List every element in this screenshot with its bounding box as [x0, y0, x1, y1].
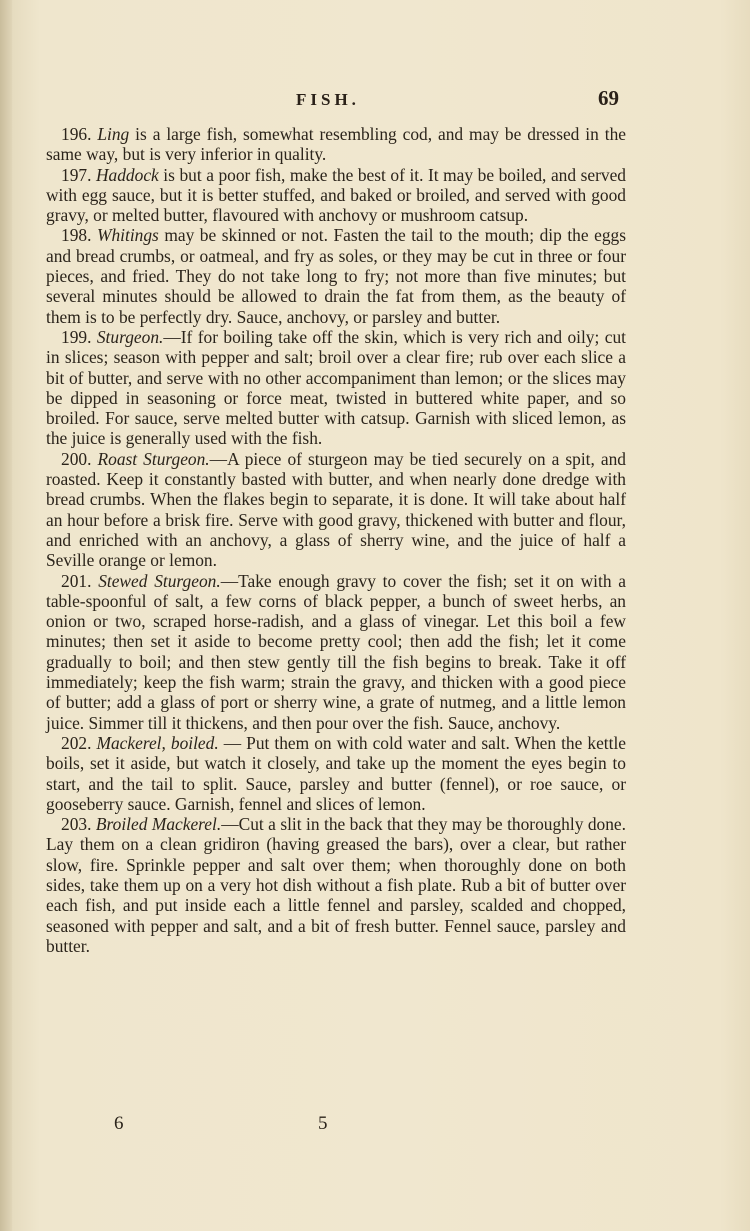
printer-signatures	[0, 1113, 750, 1139]
recipe-number: 197.	[61, 164, 92, 185]
recipe-number: 198.	[61, 225, 92, 246]
recipe-number: 199.	[61, 326, 92, 347]
recipe-number: 203.	[61, 814, 92, 835]
recipe-body: —A piece of sturgeon may be tied securely on a spit, and roasted. Keep it constantly basted with butter, and when nearly done dredge with bread crumbs. When the flakes begin to separate, it is done. It will take about half an hour before a brisk fire. Serve with good gravy, thickened with butter and flour, and enriched with an anchovy, a glass of sherry wine, and the juice of half a Seville orange or lemon.	[46, 448, 627, 571]
recipe-number: 201.	[61, 570, 92, 591]
page-gutter-shadow	[0, 0, 12, 1231]
recipe-number: 200.	[61, 448, 92, 469]
recipe-body: is but a poor fish, make the best of it. It may be boiled, and served with egg sauce, but it is better stuffed, and baked or broiled, and served with good gravy, or melted butter, flavoured with anchovy or mushroom catsup.	[46, 164, 626, 226]
recipe-entry	[46, 165, 626, 226]
page-number: 69	[598, 86, 619, 110]
signature-mark-right: 5	[318, 1113, 328, 1134]
recipe-title: Mackerel, boiled.	[96, 732, 219, 753]
recipe-entry	[46, 449, 626, 571]
signature-mark-left: 6	[114, 1113, 124, 1134]
recipe-entry	[46, 733, 626, 814]
recipe-entry	[46, 225, 626, 326]
recipe-body: is a large fish, somewhat resembling cod, and may be dressed in the same way, but is very inferior in quality.	[46, 124, 626, 165]
recipe-body: — Put them on with cold water and salt. When the kettle boils, set it aside, but watch it closely, and take up the moment the eyes begin to start, and the tail to split. Sauce, parsley and butter (fennel), or roe sauce, or gooseberry sauce. Garnish, fennel and slices of lemon.	[46, 732, 627, 814]
running-head: FISH.	[296, 90, 360, 109]
recipe-text	[46, 124, 626, 956]
recipe-entry	[46, 327, 626, 449]
recipe-title: Whitings	[96, 225, 159, 246]
page-header	[0, 86, 750, 116]
recipe-title: Roast Sturgeon.	[97, 448, 210, 469]
recipe-number: 196.	[61, 124, 92, 144]
recipe-entry	[46, 814, 626, 956]
recipe-title: Ling	[97, 124, 130, 144]
recipe-body: —Take enough gravy to cover the fish; set it on with a table-spoonful of salt, a few corns of black pepper, a bunch of sweet herbs, an onion or two, scraped horse-radish, and a glass of vinegar. Let this boil a few minutes; then set it aside to become pretty cool; then add the fish; let it come gradually to boil; and then stew gently till the fish begins to break. Take it off immediately; keep the fish warm; strain the gravy, and thicken with a good piece of butter; add a glass of port or sherry wine, a grate of nutmeg, and a little lemon juice. Simmer till it thickens, and then pour over the fish. Sauce, anchovy.	[46, 570, 626, 733]
recipe-number: 202.	[61, 732, 92, 753]
recipe-entry	[46, 124, 626, 165]
recipe-body: —If for boiling take off the skin, which is very rich and oily; cut in slices; season with pepper and salt; broil over a clear fire; rub over each slice a bit of butter, and serve with no other accompaniment than lemon; or the slices may be dipped in seasoning or force meat, twisted in buttered white paper, and so broiled. For sauce, serve melted butter with catsup. Garnish with sliced lemon, as the juice is generally used with the fish.	[46, 326, 626, 449]
recipe-entry	[46, 571, 626, 733]
recipe-title: Stewed Sturgeon.	[98, 570, 221, 591]
recipe-title: Sturgeon.	[96, 326, 164, 347]
recipe-body: may be skinned or not. Fasten the tail to the mouth; dip the eggs and bread crumbs, or oatmeal, and fry as soles, or they may be cut in three or four pieces, and fried. They do not take long to fry; not more than five minutes; but several minutes should be allowed to drain the fat from them, as the beauty of them is to be perfectly dry. Sauce, anchovy, or parsley and butter.	[46, 225, 626, 327]
recipe-title: Haddock	[95, 164, 159, 185]
recipe-body: —Cut a slit in the back that they may be thoroughly done. Lay them on a clean gridiron (having greased the bars), over a clear, but rather slow, fire. Sprinkle pepper and salt over them; when thoroughly done on both sides, take them up on a very hot dish without a fish plate. Rub a bit of butter over each fish, and put inside each a little fennel and parsley, scalded and chopped, seasoned with pepper and salt, and a bit of fresh butter. Fennel sauce, parsley and butter.	[46, 814, 626, 956]
recipe-title: Broiled Mackerel.	[95, 814, 222, 835]
